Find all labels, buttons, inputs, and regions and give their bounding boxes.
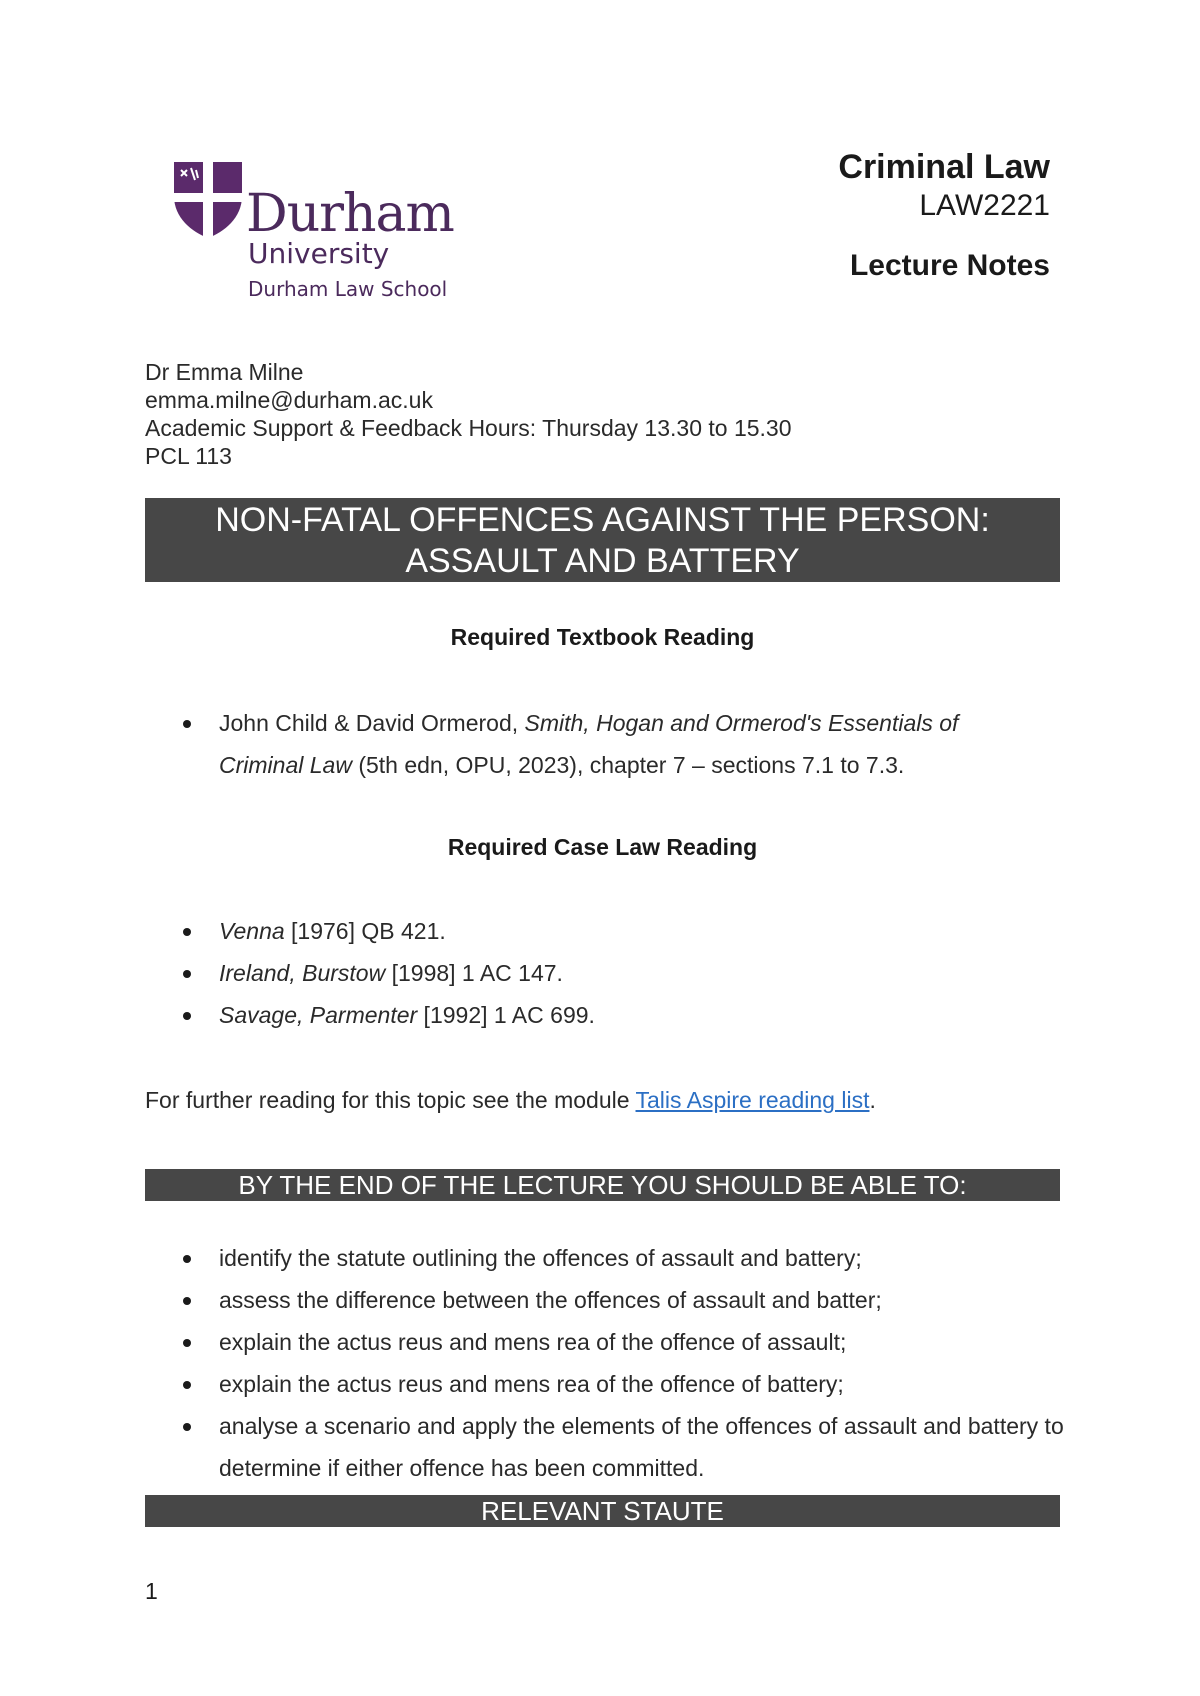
list-item — [145, 952, 1060, 994]
lecture-notes-label: Lecture Notes — [849, 249, 1050, 282]
list-item: explain the actus reus and mens rea of the offence of assault; — [145, 1321, 1079, 1363]
list-item — [145, 702, 1060, 786]
case-name: Savage, Parmenter — [219, 1002, 418, 1028]
lecture-title-line-1: NON-FATAL OFFENCES AGAINST THE PERSON: — [215, 501, 990, 539]
learning-outcomes-list — [145, 1237, 1064, 1489]
contact-block — [145, 358, 792, 470]
textbook-authors: John Child & David Ormerod, — [219, 710, 525, 736]
lecturer-name: Dr Emma Milne — [145, 359, 304, 385]
case-citation: [1998] 1 AC 147. — [385, 960, 563, 986]
textbook-reading-heading: Required Textbook Reading — [450, 624, 755, 650]
textbook-details: (5th edn, OPU, 2023), chapter 7 – sections 7.1 to 7.3. — [351, 752, 905, 778]
further-reading — [145, 1087, 876, 1114]
textbook-title-part-2: Criminal Law — [219, 752, 352, 778]
list-item — [145, 910, 1060, 952]
durham-university-logo — [172, 160, 492, 310]
reading-list-link[interactable]: Talis Aspire reading list — [635, 1087, 870, 1113]
case-citation: [1992] 1 AC 699. — [417, 1002, 595, 1028]
course-title: Criminal Law — [838, 148, 1050, 186]
lecture-title-line-2: ASSAULT AND BATTERY — [405, 542, 800, 580]
office-room: PCL 113 — [145, 443, 232, 469]
list-item: analyse a scenario and apply the elements of the offences of assault and battery to determine if either offence has been committed. — [145, 1405, 1079, 1489]
case-law-heading: Required Case Law Reading — [447, 834, 758, 860]
lecture-title-banner — [145, 498, 1060, 582]
textbook-reading-list — [145, 702, 1060, 786]
list-item: assess the difference between the offences of assault and batter; — [145, 1279, 1079, 1321]
list-item — [145, 994, 1060, 1036]
logo-subtitle: University — [248, 237, 390, 270]
case-name: Venna — [219, 918, 285, 944]
further-reading-prefix: For further reading for this topic see the module — [145, 1087, 636, 1113]
logo-school-name: Durham Law School — [248, 277, 448, 301]
office-hours: Academic Support & Feedback Hours: Thursday 13.30 to 15.30 — [145, 415, 792, 441]
shield-crest-icon — [172, 160, 244, 240]
case-citation: [1976] QB 421. — [284, 918, 446, 944]
further-reading-suffix: . — [869, 1087, 876, 1113]
relevant-statute-banner: RELEVANT STAUTE — [145, 1495, 1060, 1527]
page-number: 1 — [145, 1578, 158, 1604]
course-header — [838, 146, 1050, 284]
list-item: explain the actus reus and mens rea of the offence of battery; — [145, 1363, 1079, 1405]
list-item: identify the statute outlining the offences of assault and battery; — [145, 1237, 1079, 1279]
course-code: LAW2221 — [919, 189, 1050, 222]
case-name: Ireland, Burstow — [219, 960, 386, 986]
lecturer-email: emma.milne@durham.ac.uk — [145, 387, 433, 413]
logo-wordmark: Durham — [246, 184, 454, 244]
learning-outcomes-banner: BY THE END OF THE LECTURE YOU SHOULD BE ABLE TO: — [145, 1169, 1060, 1201]
textbook-title-part-1: Smith, Hogan and Ormerod's Essentials of — [524, 710, 959, 736]
case-law-list — [145, 910, 1060, 1036]
